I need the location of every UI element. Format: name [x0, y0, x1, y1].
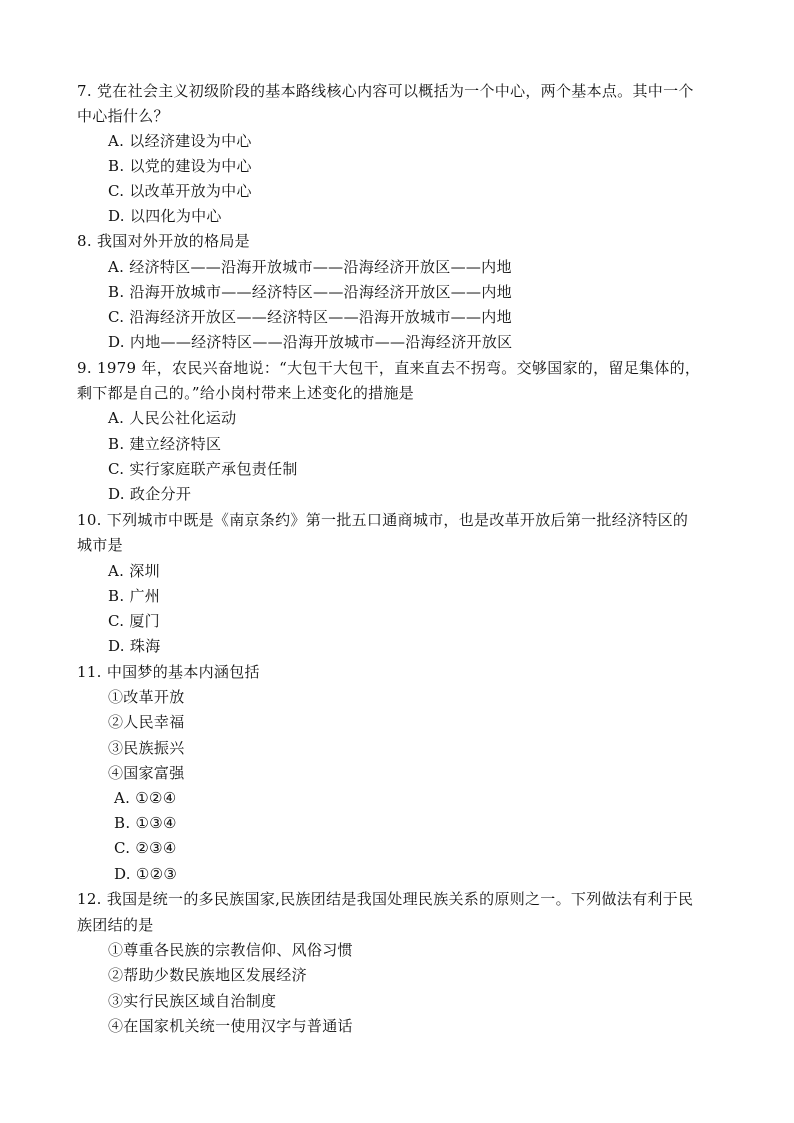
- q10-option-b: B. 广州: [108, 587, 161, 605]
- q10-option-a: A. 深圳: [108, 562, 160, 580]
- q7-option-d: D. 以四化为中心: [108, 207, 222, 225]
- q9-option-d: D. 政企分开: [108, 485, 192, 503]
- q10-option-c: C. 厦门: [108, 612, 160, 630]
- q12-item-3: ③实行民族区域自治制度: [108, 992, 277, 1010]
- q7-stem-continued: 中心指什么？: [77, 107, 169, 125]
- q9-stem: 9. 1979 年，农民兴奋地说：“大包干大包干，直来直去不拐弯。交够国家的，留足集体的，: [77, 359, 701, 377]
- q7-option-c: C. 以改革开放为中心: [108, 182, 252, 200]
- q12-stem: 12. 我国是统一的多民族国家,民族团结是我国处理民族关系的原则之一。下列做法有利于民: [77, 890, 694, 908]
- q7-option-a: A. 以经济建设为中心: [108, 132, 252, 150]
- q11-stem: 11. 中国梦的基本内涵包括: [77, 663, 260, 681]
- q7-stem: 7. 党在社会主义初级阶段的基本路线核心内容可以概括为一个中心，两个基本点。其中一个: [77, 82, 694, 100]
- q10-stem-continued: 城市是: [77, 536, 123, 554]
- q11-option-d: D. ①②③: [114, 865, 178, 883]
- q9-option-a: A. 人民公社化运动: [108, 409, 237, 427]
- q12-item-1: ①尊重各民族的宗教信仰、风俗习惯: [108, 941, 353, 959]
- q10-stem: 10. 下列城市中既是《南京条约》第一批五口通商城市，也是改革开放后第一批经济特区的: [77, 511, 689, 529]
- q11-option-a: A. ①②④: [114, 789, 177, 807]
- q8-option-c: C. 沿海经济开放区——经济特区——沿海开放城市——内地: [108, 308, 512, 326]
- q8-option-d: D. 内地——经济特区——沿海开放城市——沿海经济开放区: [108, 333, 513, 351]
- q12-item-2: ②帮助少数民族地区发展经济: [108, 966, 307, 984]
- q9-stem-continued: 剩下都是自己的。”给小岗村带来上述变化的措施是: [77, 384, 415, 402]
- q9-option-b: B. 建立经济特区: [108, 435, 222, 453]
- q11-option-b: B. ①③④: [114, 814, 177, 832]
- q10-option-d: D. 珠海: [108, 637, 161, 655]
- q11-item-3: ③民族振兴: [108, 739, 185, 757]
- q11-option-c: C. ②③④: [114, 839, 177, 857]
- q11-item-1: ①改革开放: [108, 688, 185, 706]
- q12-item-4: ④在国家机关统一使用汉字与普通话: [108, 1017, 353, 1035]
- q8-option-b: B. 沿海开放城市——经济特区——沿海经济开放区——内地: [108, 283, 512, 301]
- q11-item-2: ②人民幸福: [108, 713, 185, 731]
- q8-option-a: A. 经济特区——沿海开放城市——沿海经济开放区——内地: [108, 258, 512, 276]
- q11-item-4: ④国家富强: [108, 764, 185, 782]
- q9-option-c: C. 实行家庭联产承包责任制: [108, 460, 298, 478]
- q12-stem-continued: 族团结的是: [77, 916, 154, 934]
- q8-stem: 8. 我国对外开放的格局是: [77, 232, 250, 250]
- q7-option-b: B. 以党的建设为中心: [108, 157, 252, 175]
